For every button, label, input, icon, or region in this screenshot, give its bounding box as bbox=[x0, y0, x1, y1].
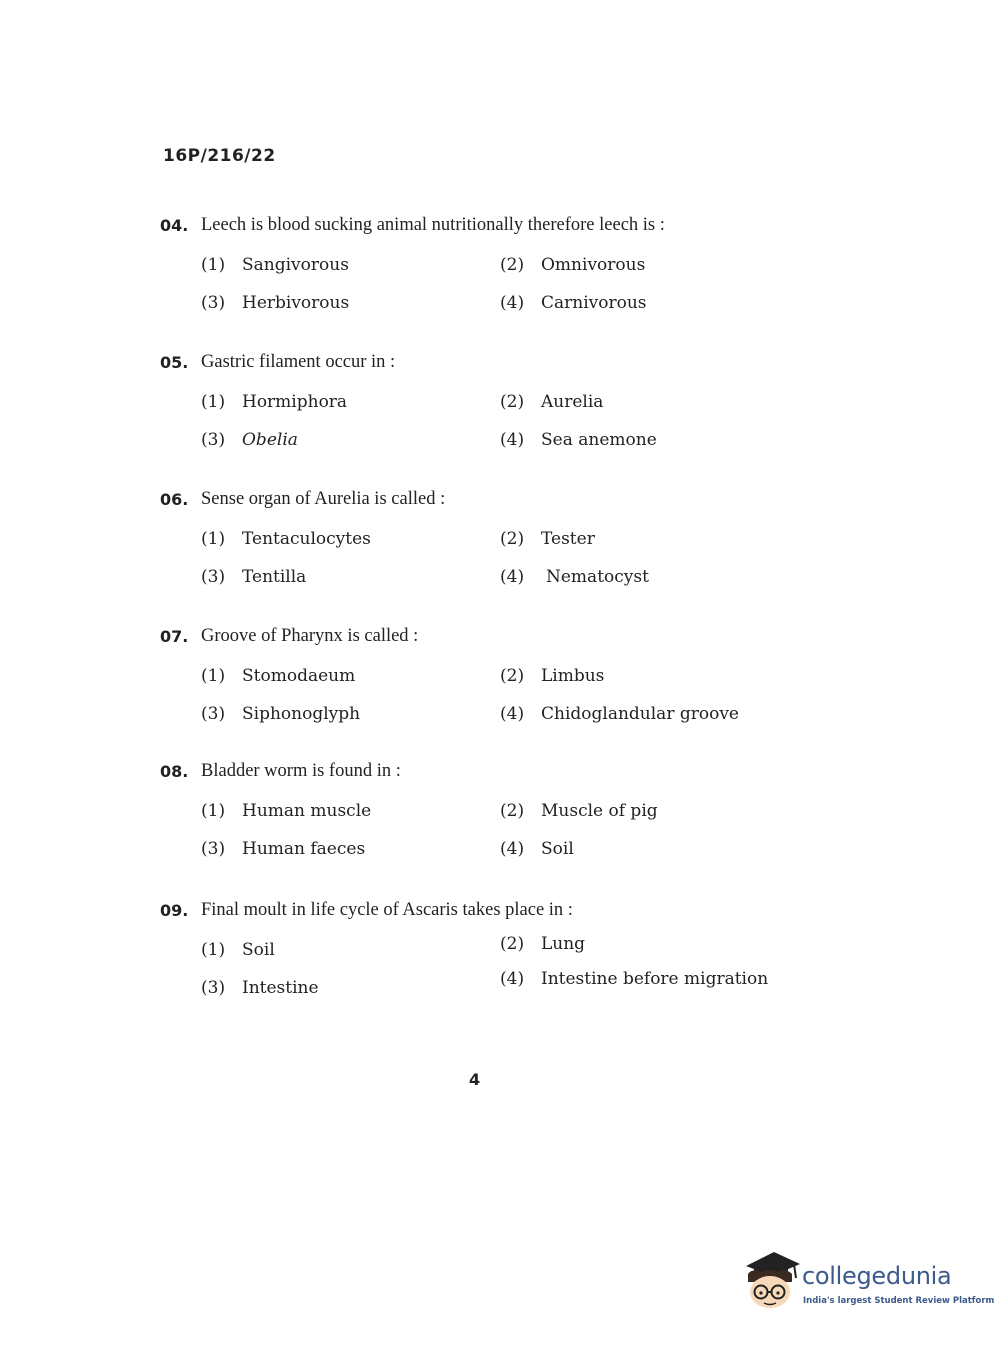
question-block bbox=[0, 216, 1001, 346]
option: (3) Human faeces bbox=[201, 839, 366, 859]
question-text: Gastric filament occur in : bbox=[201, 352, 396, 372]
option: (4) Soil bbox=[500, 839, 574, 859]
option: (3) Obelia bbox=[201, 430, 298, 450]
question-number: 08. bbox=[160, 762, 189, 781]
option: (3) Tentilla bbox=[201, 567, 307, 587]
option: (2) Omnivorous bbox=[500, 255, 646, 275]
option: (2) Muscle of pig bbox=[500, 801, 658, 821]
collegedunia-watermark bbox=[742, 1248, 995, 1318]
option: (1) Soil bbox=[201, 940, 275, 960]
page-number: 4 bbox=[469, 1070, 481, 1089]
question-block bbox=[0, 762, 1001, 892]
option: (4) Intestine before migration bbox=[500, 969, 769, 989]
option: (4) Sea anemone bbox=[500, 430, 657, 450]
question-block bbox=[0, 353, 1001, 483]
option: (4) Carnivorous bbox=[500, 293, 647, 313]
question-block bbox=[0, 490, 1001, 620]
option: (3) Herbivorous bbox=[201, 293, 350, 313]
option: (1) Stomodaeum bbox=[201, 666, 356, 686]
logo-brand-name: collegedunia bbox=[802, 1262, 952, 1290]
option: (3) Siphonoglyph bbox=[201, 704, 361, 724]
paper-code: 16P/216/22 bbox=[163, 146, 276, 166]
question-text: Bladder worm is found in : bbox=[201, 761, 401, 781]
option: (2) Aurelia bbox=[500, 392, 604, 412]
question-text: Final moult in life cycle of Ascaris takes place in : bbox=[201, 900, 573, 920]
question-number: 04. bbox=[160, 216, 189, 235]
question-text: Leech is blood sucking animal nutritionally therefore leech is : bbox=[201, 215, 665, 235]
mascot-icon bbox=[742, 1248, 802, 1312]
question-text: Sense organ of Aurelia is called : bbox=[201, 489, 446, 509]
question-number: 09. bbox=[160, 901, 189, 920]
option: (2) Lung bbox=[500, 934, 586, 954]
question-block bbox=[0, 901, 1001, 1031]
logo-tagline: India's largest Student Review Platform bbox=[803, 1296, 995, 1306]
option: (2) Tester bbox=[500, 529, 595, 549]
option: (4) Nematocyst bbox=[500, 567, 649, 587]
option: (2) Limbus bbox=[500, 666, 605, 686]
option: (3) Intestine bbox=[201, 978, 319, 998]
question-number: 07. bbox=[160, 627, 189, 646]
question-number: 06. bbox=[160, 490, 189, 509]
option: (4) Chidoglandular groove bbox=[500, 704, 739, 724]
option: (1) Sangivorous bbox=[201, 255, 349, 275]
option: (1) Hormiphora bbox=[201, 392, 348, 412]
question-text: Groove of Pharynx is called : bbox=[201, 626, 419, 646]
question-number: 05. bbox=[160, 353, 189, 372]
option: (1) Human muscle bbox=[201, 801, 372, 821]
question-block bbox=[0, 627, 1001, 757]
option: (1) Tentaculocytes bbox=[201, 529, 371, 549]
